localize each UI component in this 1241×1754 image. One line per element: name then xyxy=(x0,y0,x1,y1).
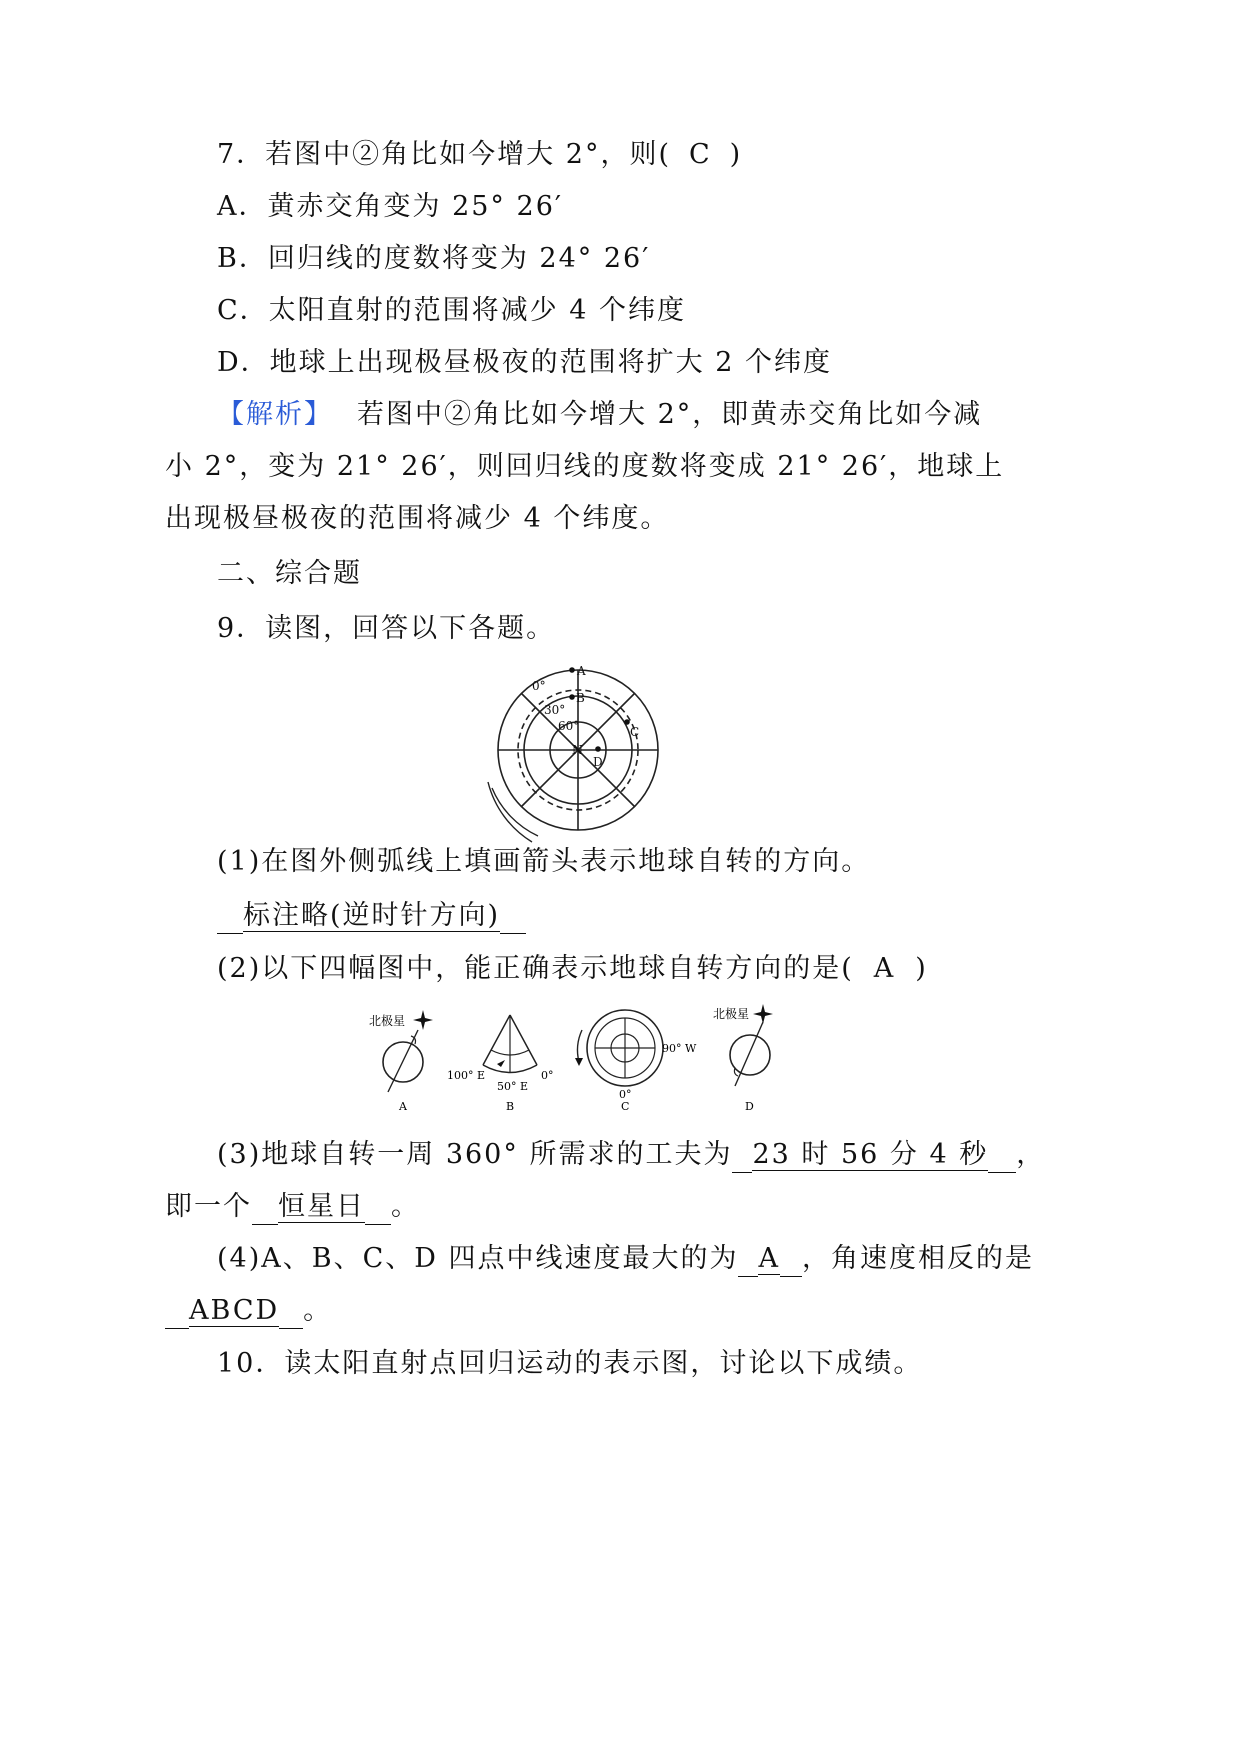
caption-d: D xyxy=(745,1100,754,1113)
q7-option-c: C．太阳直射的范围将减少 4 个纬度 xyxy=(217,295,687,326)
q9-stem: 9．读图，回答以下各题。 xyxy=(217,613,556,644)
q9-sub2: (2)以下四幅图中，能正确表示地球自转方向的是( A ) xyxy=(217,951,928,987)
b-mid-label: 50° E xyxy=(497,1080,529,1093)
q9-sub2-answer: A xyxy=(873,953,896,984)
option-c-figure xyxy=(575,1010,697,1113)
q9-sub4-answer-1: A xyxy=(758,1243,780,1274)
q9-sub4-answer-2: ABCD xyxy=(189,1295,280,1326)
c-bottom-label: 0° xyxy=(619,1088,632,1101)
analysis-tag: 【解析】 xyxy=(217,399,333,430)
polaris-label-a: 北极星 xyxy=(369,1014,406,1028)
point-a xyxy=(569,667,575,673)
q7-option-d: D．地球上出现极昼极夜的范围将扩大 2 个纬度 xyxy=(217,347,832,378)
q9-sub1-answer: 标注略(逆时针方向) xyxy=(243,900,501,931)
label-0-deg: 0° xyxy=(532,679,546,693)
star-icon xyxy=(753,1004,773,1024)
analysis-line-1: 【解析】 若图中②角比如今增大 2°，即黄赤交角比如今减 xyxy=(217,399,983,430)
q10-stem: 10．读太阳直射点回归运动的表示图，讨论以下成绩。 xyxy=(217,1348,923,1379)
label-30-deg: 30° xyxy=(544,703,566,717)
b-right-label: 0° xyxy=(541,1069,554,1082)
analysis-line-3: 出现极昼极夜的范围将减少 4 个纬度。 xyxy=(165,503,670,534)
q9-sub1-answer-line xyxy=(217,898,526,934)
caption-c: C xyxy=(621,1100,630,1113)
label-point-a: A xyxy=(577,664,586,678)
point-b xyxy=(569,694,575,700)
label-60-deg: 60° xyxy=(558,719,580,733)
caption-b: B xyxy=(506,1100,515,1113)
q7-stem: 7．若图中②角比如今增大 2°，则( C ) xyxy=(217,137,742,173)
q7-answer: C xyxy=(688,139,712,170)
q9-sub1: (1)在图外侧弧线上填画箭头表示地球自转的方向。 xyxy=(217,846,871,877)
caption-a: A xyxy=(399,1100,407,1113)
option-a-figure xyxy=(369,1010,433,1113)
polar-diagram xyxy=(480,658,680,858)
q9-sub3-answer-2: 恒星日 xyxy=(278,1191,365,1222)
star-icon xyxy=(413,1010,433,1030)
q9-sub3-answer-1: 23 时 56 分 4 秒 xyxy=(752,1139,989,1170)
point-c xyxy=(624,719,630,725)
option-d-figure xyxy=(713,1004,773,1113)
label-point-c: C xyxy=(630,725,640,739)
c-right-label: 90° W xyxy=(662,1042,697,1055)
q9-sub4-line2: ABCD 。 xyxy=(165,1293,332,1329)
q7-option-b: B．回归线的度数将变为 24° 26′ xyxy=(217,243,651,274)
label-point-b: B xyxy=(576,691,585,705)
option-b-figure xyxy=(447,1015,554,1113)
section-heading: 二、综合题 xyxy=(217,558,362,589)
point-d xyxy=(595,746,601,752)
q7-option-a: A．黄赤交角变为 25° 26′ xyxy=(217,191,564,222)
polaris-label-d: 北极星 xyxy=(713,1007,750,1021)
analysis-line-2: 小 2°，变为 21° 26′，则回归线的度数将变成 21° 26′，地球上 xyxy=(165,451,1005,482)
label-north-pole: N xyxy=(572,743,583,757)
b-left-label: 100° E xyxy=(447,1069,486,1082)
label-point-d: D xyxy=(593,755,603,769)
q9-sub3-line1: (3)地球自转一周 360° 所需求的工夫为 23 时 56 分 4 秒 ， xyxy=(217,1137,1045,1173)
q9-sub3-line2: 即一个 恒星日 。 xyxy=(165,1189,420,1225)
q9-sub4-line1: (4)A、B、C、D 四点中线速度最大的为 A ，角速度相反的是 xyxy=(217,1241,1034,1277)
rotation-options-diagram xyxy=(365,1000,805,1125)
